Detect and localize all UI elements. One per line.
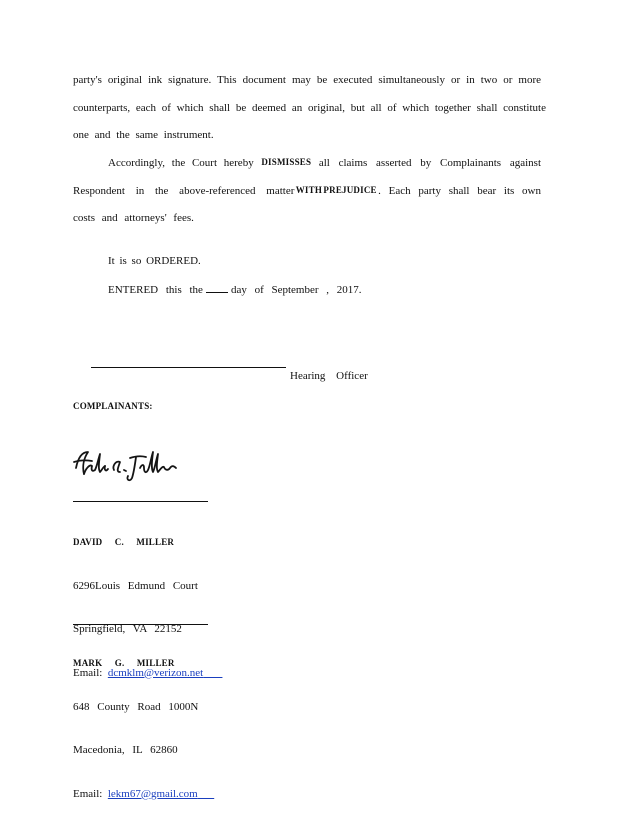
bear-costs-text: . Each party shall bear its own (378, 185, 541, 197)
first-email-label: Email: (73, 666, 103, 679)
second-email-label: Email: (73, 787, 103, 800)
accordingly-text: Accordingly, the Court hereby (108, 157, 254, 169)
second-complainant-signature-line (73, 624, 208, 625)
second-complainant-address-1: 648 County Road 1000N (73, 700, 199, 713)
first-complainant-signature-line (73, 501, 208, 502)
second-complainant-email-link[interactable]: lekm67@gmail.com (107, 787, 198, 800)
claims-text: all claims asserted by Complainants against (318, 157, 541, 169)
hearing-officer-label: Hearing Officer (290, 370, 368, 382)
body-line-3: one and the same instrument. (73, 129, 214, 141)
with-text: WITH (295, 185, 323, 195)
body-line-1: party's original ink signature. This document may be executed simultaneously or in two or more (73, 74, 541, 86)
hearing-officer-signature-line (91, 367, 286, 368)
first-complainant-email-link[interactable]: dcmklm@verizon.net (107, 666, 204, 679)
body-line-2: counterparts, each of which shall be deemed an original, but all of which together shall constitute (73, 102, 546, 114)
entered-end-text: day of September , 2017. (230, 284, 362, 296)
second-email-underline-tail (198, 788, 215, 800)
entered-line (108, 283, 576, 296)
first-complainant-name: DAVID C. MILLER (73, 537, 175, 547)
body-line-5 (73, 185, 541, 197)
dismisses-text: DISMISSES (261, 157, 312, 167)
complainants-heading: COMPLAINANTS: (73, 401, 153, 411)
entered-start-text: ENTERED this the (108, 284, 203, 296)
body-line-4 (108, 157, 541, 169)
first-complainant-address-1: 6296Louis Edmund Court (73, 579, 198, 592)
day-blank (206, 283, 228, 293)
respondent-text: Respondent in the above-referenced matter (73, 185, 295, 197)
prejudice-text: PREJUDICE (323, 185, 377, 195)
body-line-6: costs and attorneys' fees. (73, 212, 194, 224)
second-complainant-address-2: Macedonia, IL 62860 (73, 744, 178, 756)
first-complainant-address-2: Springfield, VA 22152 (73, 623, 182, 635)
ordered-line: It is so ORDERED. (108, 255, 201, 267)
second-complainant-name: MARK G. MILLER (73, 658, 175, 668)
second-complainant-email-line (73, 787, 214, 802)
handwritten-signature-image (72, 444, 182, 484)
